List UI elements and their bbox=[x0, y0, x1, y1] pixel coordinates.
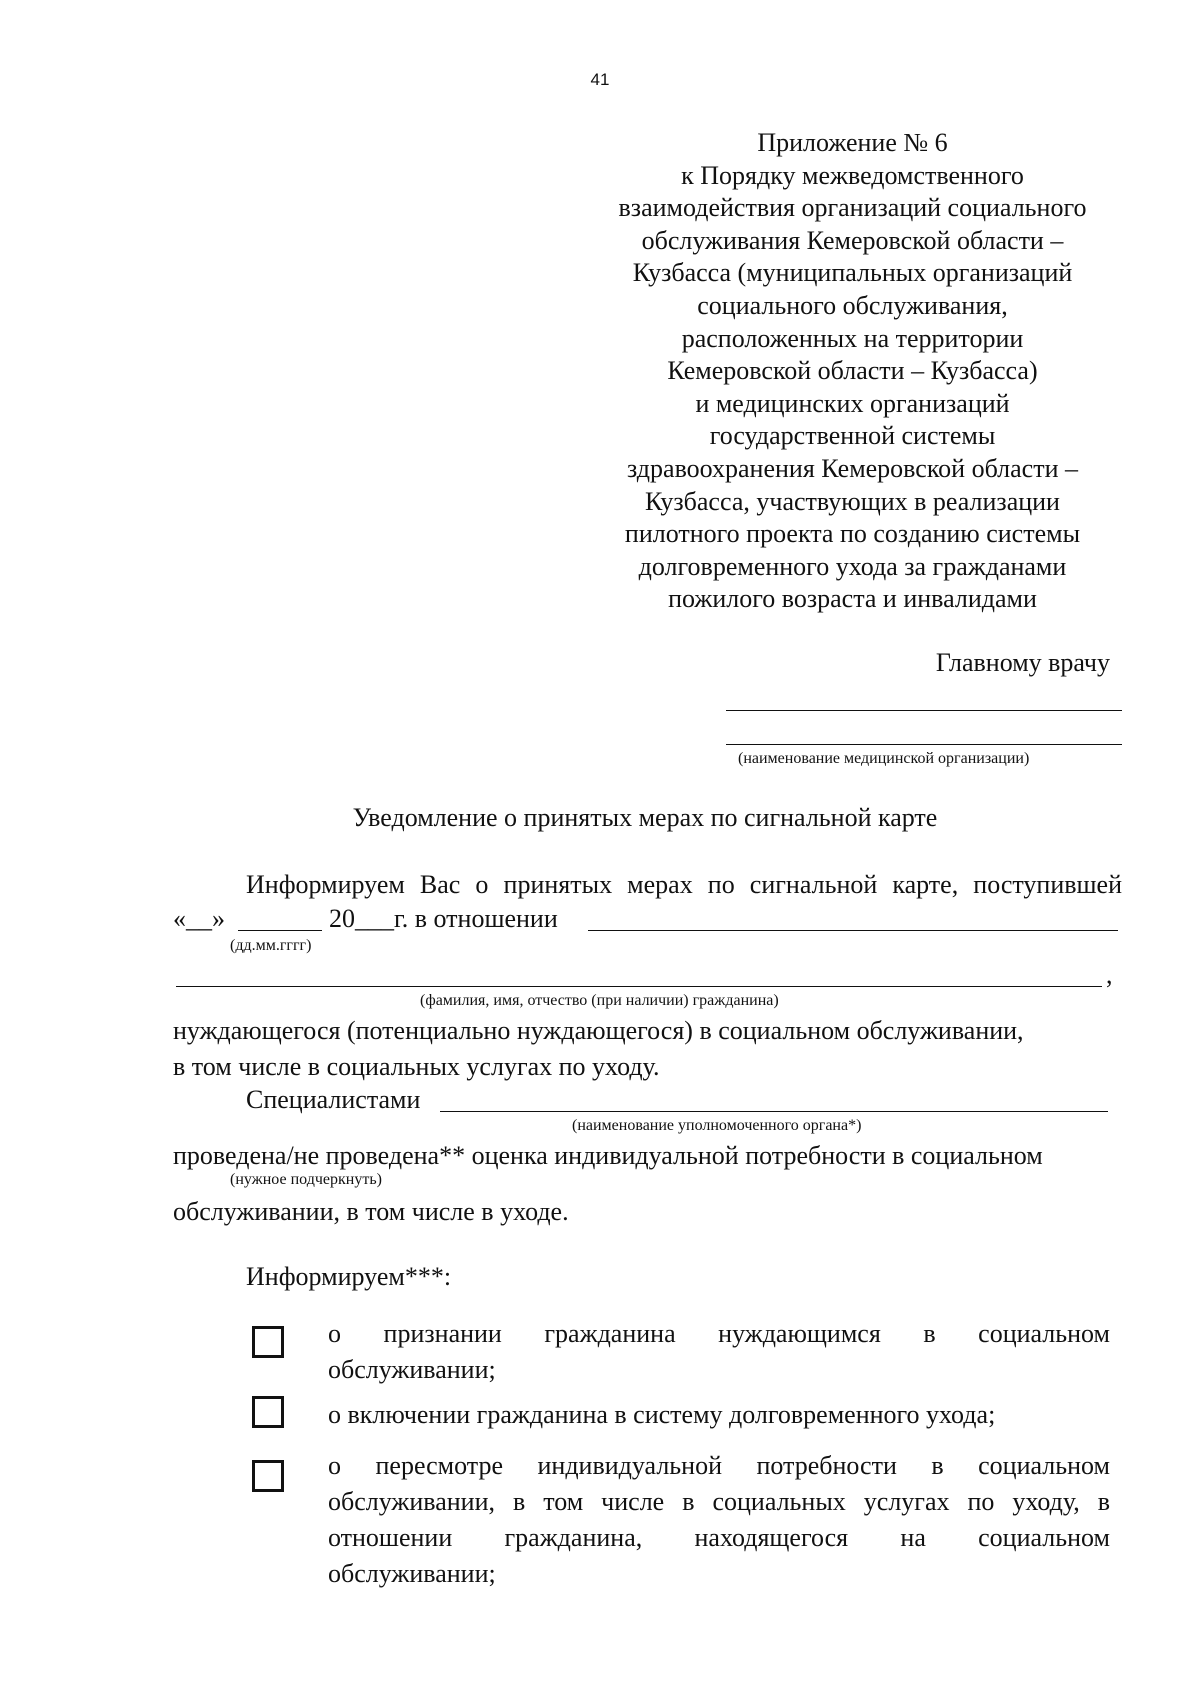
option-line: о пересмотре индивидуальной потребности в социальном bbox=[328, 1451, 1110, 1480]
authority-blank[interactable] bbox=[440, 1111, 1108, 1112]
date-month-blank[interactable] bbox=[238, 930, 322, 931]
assessment-line-2: обслуживании, в том числе в уходе. bbox=[173, 1197, 569, 1226]
appendix-line: взаимодействия организаций социального bbox=[618, 193, 1087, 223]
appendix-header bbox=[560, 127, 1145, 616]
checkbox-recognized-needy[interactable] bbox=[252, 1326, 284, 1358]
appendix-line: пилотного проекта по созданию системы bbox=[624, 519, 1081, 549]
option-line: отношении гражданина, находящегося на социальном bbox=[328, 1523, 1110, 1552]
option-recognized-needy bbox=[328, 1316, 1110, 1388]
date-format-caption: (дд.мм.гггг) bbox=[230, 937, 312, 954]
option-need-review bbox=[328, 1448, 1110, 1592]
authority-caption: (наименование уполномоченного органа*) bbox=[572, 1117, 862, 1134]
comma: , bbox=[1106, 960, 1113, 989]
assessment-line-1: проведена/не проведена** оценка индивидуальной потребности в социальном bbox=[173, 1141, 1043, 1170]
needy-line-1: нуждающегося (потенциально нуждающегося) в социальном обслуживании, bbox=[173, 1016, 1024, 1045]
option-line: обслуживании, в том числе в социальных услугах по уходу, в bbox=[328, 1487, 1110, 1516]
citizen-name-blank-1[interactable] bbox=[588, 930, 1118, 931]
page-number: 41 bbox=[590, 70, 610, 89]
document-title: Уведомление о принятых мерах по сигнальной карте bbox=[352, 803, 938, 832]
option-line: о признании гражданина нуждающимся в социальном bbox=[328, 1319, 1110, 1348]
needy-line-2: в том числе в социальных услугах по уходу. bbox=[173, 1052, 660, 1081]
specialists-label: Специалистами bbox=[246, 1085, 421, 1114]
intro-line: Информируем Вас о принятых мерах по сигнальной карте, поступившей bbox=[246, 870, 1122, 899]
appendix-line: здравоохранения Кемеровской области – bbox=[627, 453, 1078, 483]
appendix-line: к Порядку межведомственного bbox=[681, 160, 1024, 190]
citizen-name-caption: (фамилия, имя, отчество (при наличии) гражданина) bbox=[420, 992, 779, 1009]
date-year-label: 20___г. в отношении bbox=[329, 904, 558, 933]
appendix-line: расположенных на территории bbox=[681, 323, 1024, 353]
appendix-line: Приложение № 6 bbox=[757, 128, 948, 157]
option-line: обслуживании; bbox=[328, 1559, 496, 1588]
date-day-field[interactable]: «__» bbox=[173, 904, 225, 933]
org-name-caption: (наименование медицинской организации) bbox=[738, 750, 1030, 767]
inform-label: Информируем***: bbox=[246, 1262, 452, 1291]
checkbox-need-review[interactable] bbox=[252, 1460, 284, 1492]
appendix-line: долговременного ухода за гражданами bbox=[638, 551, 1067, 581]
assessment-caption: (нужное подчеркнуть) bbox=[230, 1171, 382, 1188]
option-line: о включении гражданина в систему долговременного ухода; bbox=[328, 1400, 996, 1429]
appendix-line: Кузбасса (муниципальных организаций bbox=[632, 258, 1073, 288]
addressee-title: Главному врачу bbox=[935, 648, 1110, 677]
appendix-line: Кемеровской области – Кузбасса) bbox=[667, 356, 1038, 386]
checkbox-included-ltc[interactable] bbox=[252, 1396, 284, 1428]
addressee-blank-line-1[interactable] bbox=[726, 710, 1122, 711]
appendix-line: Кузбасса, участвующих в реализации bbox=[645, 486, 1060, 516]
option-included-ltc bbox=[328, 1397, 1110, 1433]
appendix-line: социального обслуживания, bbox=[697, 290, 1008, 320]
appendix-line: обслуживания Кемеровской области – bbox=[641, 225, 1064, 255]
citizen-name-blank-2[interactable] bbox=[176, 986, 1102, 987]
addressee-blank-line-2[interactable] bbox=[726, 744, 1122, 745]
option-line: обслуживании; bbox=[328, 1355, 496, 1384]
appendix-line: государственной системы bbox=[709, 421, 996, 451]
appendix-line: и медицинских организаций bbox=[695, 388, 1010, 418]
appendix-line: пожилого возраста и инвалидами bbox=[668, 584, 1037, 614]
